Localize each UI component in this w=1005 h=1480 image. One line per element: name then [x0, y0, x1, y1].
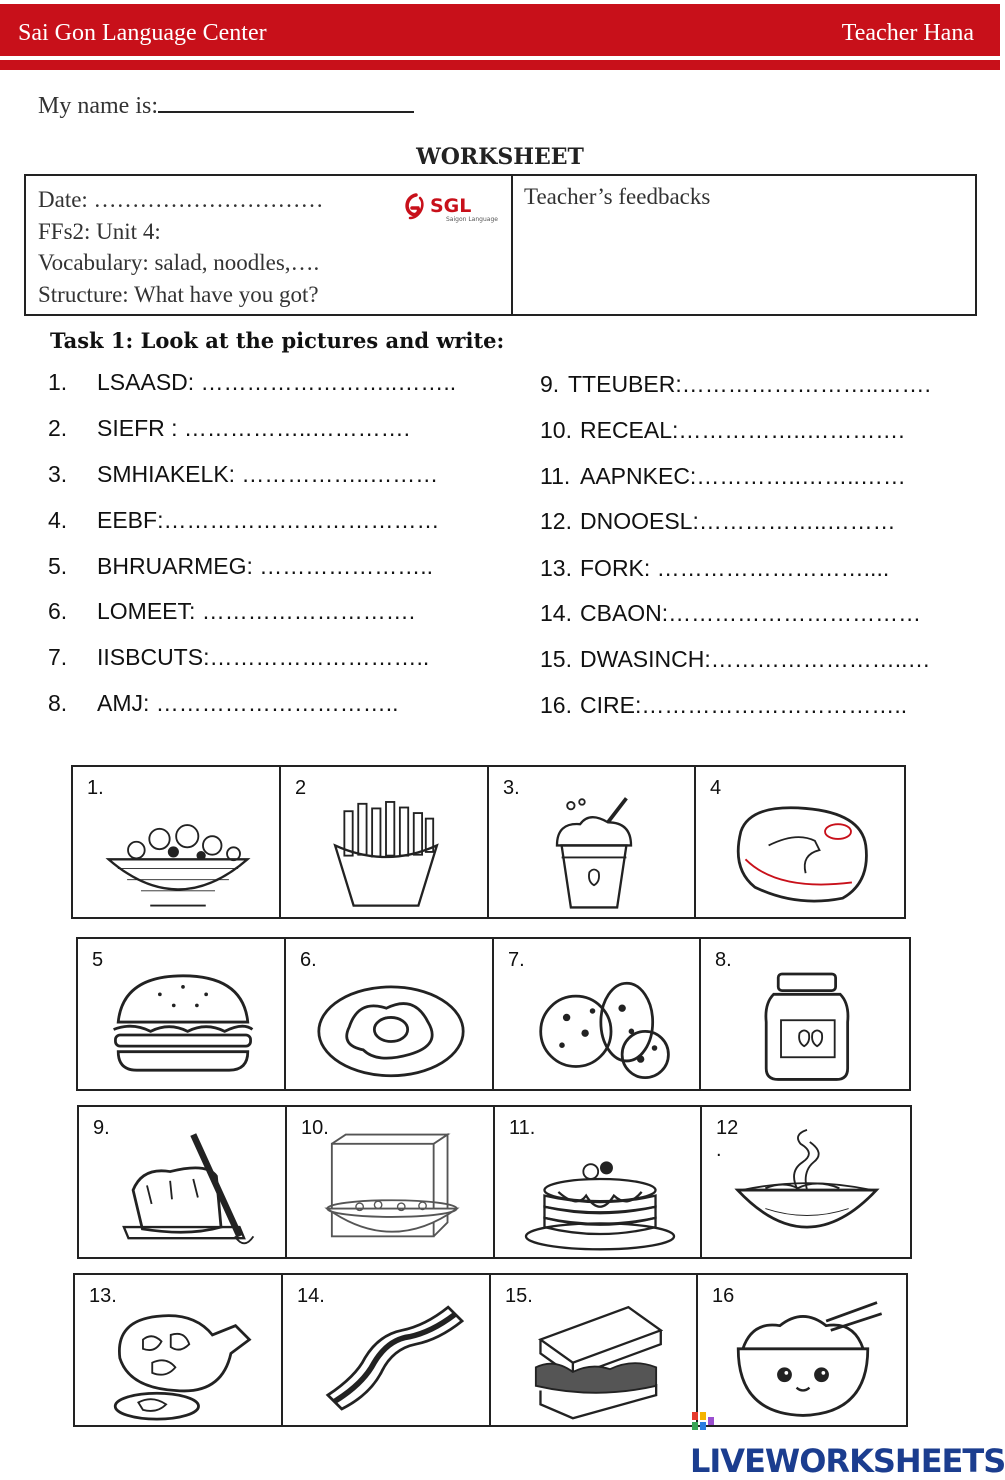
- picture-number: 7.: [508, 949, 525, 971]
- scrambled-word: AMJ: …………………………..: [97, 690, 399, 716]
- word-number: 13.: [540, 555, 572, 581]
- scrambled-word: EEBF:………………………………: [97, 507, 440, 533]
- word-number: 15.: [540, 646, 572, 672]
- logo-text: SGL: [430, 195, 472, 217]
- word-number: 2.: [48, 415, 68, 441]
- word-number: 1.: [48, 369, 68, 395]
- picture-cell: [698, 1275, 906, 1425]
- word-number: 7.: [48, 644, 68, 670]
- picture-number: 12 .: [716, 1117, 739, 1161]
- salad-bowl-icon: [93, 789, 263, 913]
- scrambled-word: BHRUARMEG: …………………..: [97, 553, 434, 579]
- scrambled-word: AAPNKEC:…………..……..……: [580, 463, 906, 489]
- picture-number: 16: [712, 1285, 735, 1307]
- beef-steak-icon: [716, 789, 886, 913]
- name-label: My name is:: [38, 93, 158, 119]
- milkshake-icon: [509, 789, 679, 913]
- watermark-text: LIVEWORKSHEETS: [690, 1442, 1005, 1480]
- scrambled-word: FORK: ………………………....: [580, 555, 890, 581]
- word-number: 16.: [540, 692, 572, 718]
- word-number: 14.: [540, 600, 572, 626]
- date-line: Date: …………………………: [38, 187, 324, 212]
- picture-row: [77, 1105, 912, 1259]
- word-number: 12.: [540, 508, 572, 534]
- scrambled-word: DNOOESL:……………..………: [580, 508, 896, 534]
- picture-number: 2: [295, 777, 307, 799]
- picture-cell: [701, 939, 909, 1089]
- word-number: 10.: [540, 417, 572, 443]
- scrambled-word: LOMEET: ……………………….: [97, 598, 416, 624]
- rice-bowl-icon: [718, 1297, 888, 1421]
- jam-jar-icon: [721, 961, 891, 1085]
- lesson-info: [38, 184, 324, 310]
- cookies-icon: [514, 961, 684, 1085]
- word-number: 11.: [540, 463, 571, 489]
- center-name: Sai Gon Language Center: [18, 20, 267, 46]
- header-bar: [0, 4, 1000, 56]
- picture-cell: [696, 767, 904, 917]
- teacher-feedback-label: Teacher’s feedbacks: [524, 184, 711, 209]
- word-number: 3.: [48, 461, 68, 487]
- info-box: [24, 174, 977, 316]
- picture-cell: [494, 939, 701, 1089]
- scrambled-word: IISBCUTS:………………………..: [97, 644, 430, 670]
- picture-row: [76, 937, 911, 1091]
- cereal-icon: [307, 1129, 477, 1253]
- butter-knife-icon: [99, 1129, 269, 1253]
- picture-number: 10.: [301, 1117, 329, 1139]
- liveworksheets-logo-icon: [690, 1408, 716, 1438]
- scrambled-word: DWASINCH:……………………..…: [580, 646, 931, 672]
- picture-cell: [283, 1275, 491, 1425]
- vocabulary-line: Vocabulary: salad, noodles,….: [38, 250, 320, 275]
- picture-number: 1.: [87, 777, 104, 799]
- bacon-icon: [303, 1297, 473, 1421]
- info-divider: [511, 176, 513, 314]
- header-divider: [0, 57, 1000, 59]
- scrambled-word: LSAASD: ……………………..……..: [97, 369, 457, 395]
- picture-row: [71, 765, 906, 919]
- word-number: 5.: [48, 553, 68, 579]
- scrambled-word: SIEFR : ……………..………….: [97, 415, 411, 441]
- ham-icon: [95, 1297, 265, 1421]
- word-number: 4.: [48, 507, 68, 533]
- scrambled-word: CBAON:……………………………: [580, 600, 922, 626]
- fries-icon: [301, 789, 471, 913]
- logo-subtext: Saigon Language: [446, 216, 498, 223]
- scrambled-word: SMHIAKELK: ……………..………: [97, 461, 439, 487]
- picture-cell: [281, 767, 489, 917]
- scrambled-word: TTEUBER:……………………..…….: [568, 371, 931, 397]
- noodles-bowl-icon: [722, 1129, 892, 1253]
- picture-cell: [489, 767, 696, 917]
- scrambled-word: RECEAL:……………..………….: [580, 417, 905, 443]
- picture-number: 13.: [89, 1285, 117, 1307]
- task-title: Task 1: Look at the pictures and write:: [50, 328, 505, 353]
- picture-number: 3.: [503, 777, 520, 799]
- structure-line: Structure: What have you got?: [38, 281, 319, 307]
- scrambled-word: CIRE:……………………………..: [580, 692, 908, 718]
- hamburger-icon: [98, 961, 268, 1085]
- liveworksheets-watermark: [690, 1404, 1005, 1480]
- name-field: [38, 93, 414, 120]
- name-blank[interactable]: [158, 93, 414, 113]
- picture-cell: [702, 1107, 910, 1257]
- picture-cell: [286, 939, 494, 1089]
- picture-number: 8.: [715, 949, 732, 971]
- worksheet-title: WORKSHEET: [416, 144, 584, 170]
- teacher-name: Teacher Hana: [841, 20, 974, 46]
- picture-number: 14.: [297, 1285, 325, 1307]
- picture-cell: [491, 1275, 698, 1425]
- header-underline: [0, 60, 1000, 70]
- word-number: 9.: [540, 371, 560, 397]
- picture-number: 9.: [93, 1117, 110, 1139]
- unit-line: FFs2: Unit 4:: [38, 218, 161, 244]
- picture-number: 6.: [300, 949, 317, 971]
- picture-cell: [73, 767, 281, 917]
- sgl-logo: [402, 190, 498, 224]
- picture-cell: [287, 1107, 495, 1257]
- sandwich-icon: [511, 1297, 681, 1421]
- omelette-egg-icon: [306, 961, 476, 1085]
- picture-number: 15.: [505, 1285, 533, 1307]
- picture-cell: [79, 1107, 287, 1257]
- word-number: 8.: [48, 690, 68, 716]
- picture-number: 4: [710, 777, 722, 799]
- pancakes-icon: [515, 1129, 685, 1253]
- picture-number: 11.: [509, 1117, 536, 1139]
- picture-cell: [78, 939, 286, 1089]
- picture-cell: [495, 1107, 702, 1257]
- picture-cell: [75, 1275, 283, 1425]
- word-number: 6.: [48, 598, 68, 624]
- picture-number: 5: [92, 949, 104, 971]
